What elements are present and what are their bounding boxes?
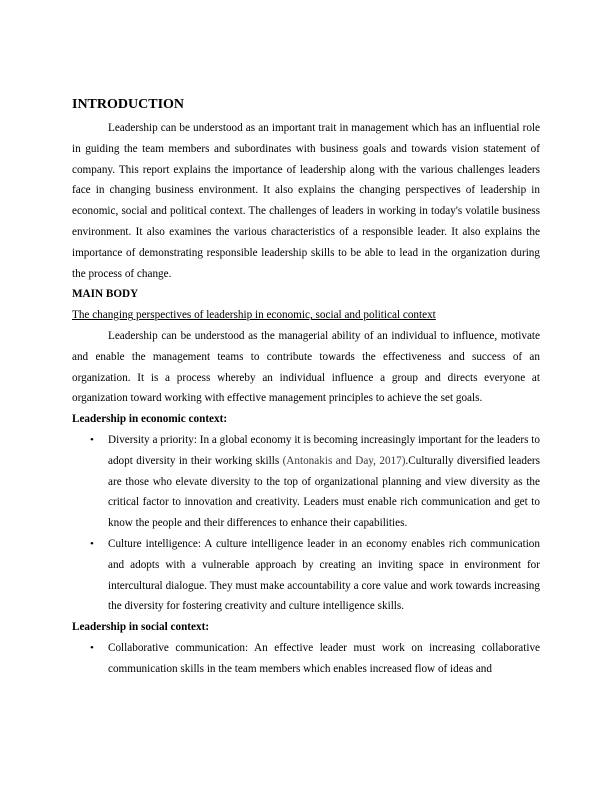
list-item (72, 430, 540, 534)
bullet-text: Culture intelligence: A culture intelligence leader in an economy enables rich communication and adopts with a vulnerable approach by creating an inviting space in environment for intercultural dialogue. They must make accountability a core value and work towards increasing the diversity for fostering creativity and culture intelligence skills. (108, 537, 540, 613)
list-item (72, 534, 540, 617)
introduction-heading: INTRODUCTION (72, 97, 185, 112)
bullet-text: Collaborative communication: An effective leader must work on increasing collaborative communication skills in the team members which enables increased flow of ideas and (108, 641, 540, 675)
bullet-icon: • (90, 433, 94, 446)
citation: (Antonakis and Day, 2017) (282, 454, 406, 467)
bullet-icon: • (90, 641, 94, 654)
social-bullet-list (72, 638, 540, 680)
bullet-text: Diversity a priority: In a global economy it is becoming increasingly important for the leaders to adopt diversity in their working skills (108, 433, 540, 467)
main-body-subheading: The changing perspectives of leadership in economic, social and political context (72, 309, 436, 322)
economic-bullet-list (72, 430, 540, 617)
list-item (72, 638, 540, 680)
introduction-paragraph: Leadership can be understood as an important trait in management which has an influential role in guiding the team members and subordinates with business goals and towards vision statement of company. This report explains the importance of leadership along with the various challenges leaders face in changing business environment. It also explains the changing perspectives of leadership in economic, social and political context. The challenges of leaders in working in today's volatile business environment. It also examines the various characteristics of a responsible leader. It also explains the importance of demonstrating responsible leadership skills to be able to lead in the organization during the process of change. (72, 122, 540, 280)
main-body-heading: MAIN BODY (72, 288, 139, 301)
bullet-icon: • (90, 537, 94, 550)
bullet-text: .Culturally diversified leaders are those who elevate diversity to the top of organizational planning and view diversity as the critical factor to innovation and creativity. Leaders must enable rich communication and get to know the people and their differences to enhance their capabilities. (108, 454, 540, 530)
main-body-paragraph: Leadership can be understood as the managerial ability of an individual to influence, motivate and enable the management teams to contribute towards the effectiveness and success of an organization. It is a process whereby an individual influence a group and directs everyone at organization toward working with effective management principles to achieve the set goals. (72, 329, 540, 405)
economic-context-heading: Leadership in economic context: (72, 413, 228, 426)
social-context-heading: Leadership in social context: (72, 621, 210, 634)
